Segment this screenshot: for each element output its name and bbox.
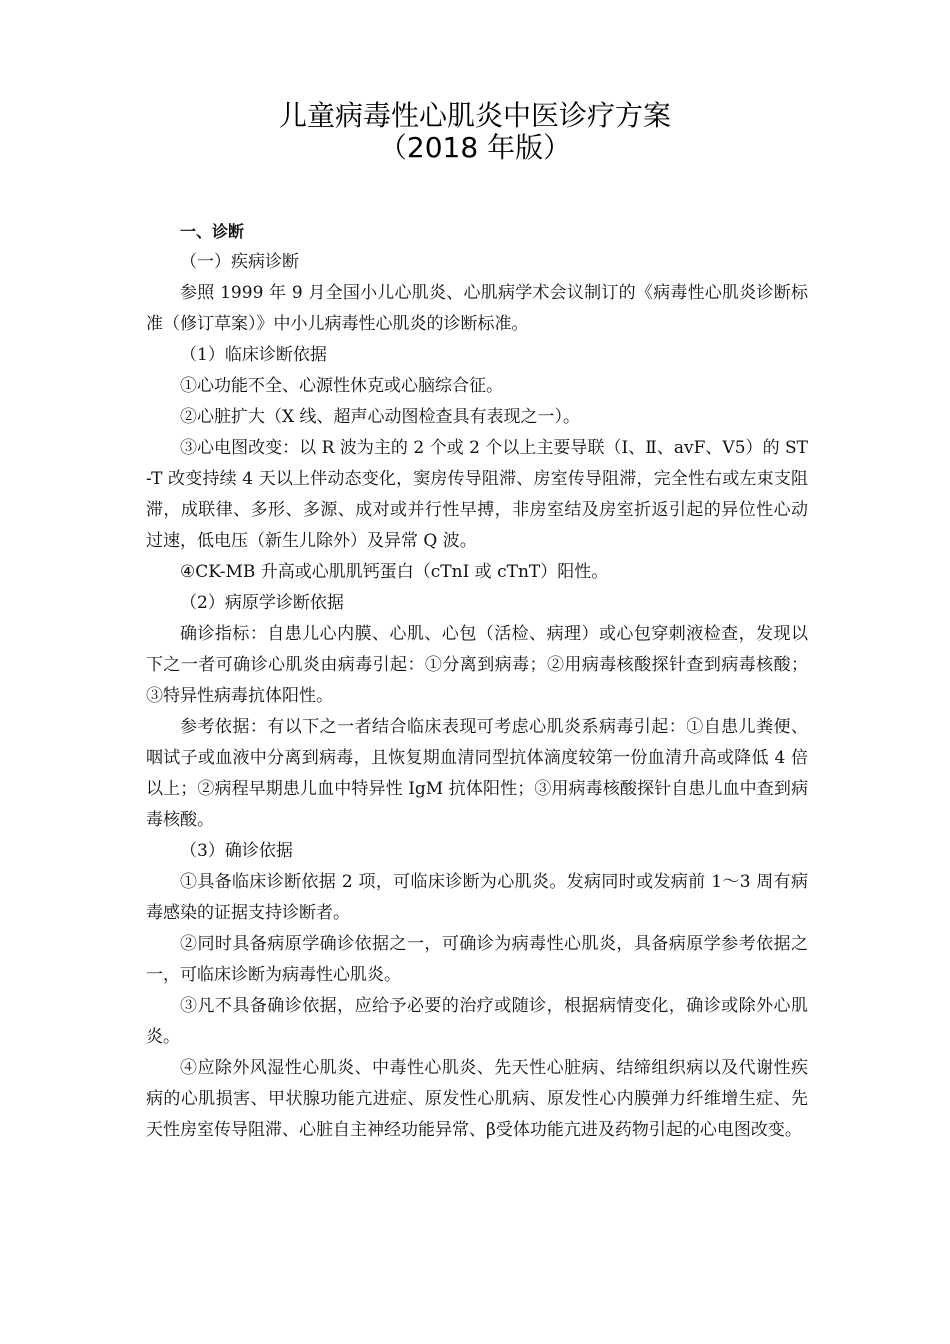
heading-etiology-criteria: （2）病原学诊断依据 (180, 593, 344, 613)
confirm-criterion-2: ②同时具备病原学确诊依据之一，可确诊为病毒性心肌炎，具备病原学参考依据之一，可临床诊断为病毒性心肌炎。 (146, 934, 808, 985)
confirm-criterion-1: ①具备临床诊断依据 2 项，可临床诊断为心肌炎。发病同时或发病前 1～3 周有病毒感染的证据支持诊断者。 (146, 872, 808, 923)
document-body (146, 216, 808, 1146)
subsection-heading-disease-diagnosis: （一）疾病诊断 (180, 252, 299, 272)
document-title (0, 100, 950, 164)
title-line-edition: （2018 年版） (378, 131, 572, 164)
title-line-main: 儿童病毒性心肌炎中医诊疗方案 (278, 99, 671, 132)
clinical-criterion-3: ③心电图改变：以 R 波为主的 2 个或 2 个以上主要导联（Ⅰ、Ⅱ、avF、V5）的 ST-T 改变持续 4 天以上伴动态变化，窦房传导阻滞、房室传导阻滞，完全性右或左束支阻滞，成联律、多形、多源、成对或并行性早搏，非房室结及房室折返引起的异位性心动过速，低电压（新生儿除外）及异常 Q 波。 (146, 438, 808, 551)
section-heading-diagnosis: 一、诊断 (180, 222, 245, 241)
heading-confirm-criteria: （3）确诊依据 (180, 841, 293, 861)
paragraph-reference-standard: 参照 1999 年 9 月全国小儿心肌炎、心肌病学术会议制订的《病毒性心肌炎诊断标准（修订草案）》中小儿病毒性心肌炎的诊断标准。 (146, 283, 808, 334)
confirm-criterion-3: ③凡不具备确诊依据，应给予必要的治疗或随诊，根据病情变化，确诊或除外心肌炎。 (146, 996, 808, 1047)
confirm-criterion-4: ④应除外风湿性心肌炎、中毒性心肌炎、先天性心脏病、结缔组织病以及代谢性疾病的心肌损害、甲状腺功能亢进症、原发性心肌病、原发性心内膜弹力纤维增生症、先天性房室传导阻滞、心脏自主神经功能异常、β受体功能亢进及药物引起的心电图改变。 (146, 1058, 808, 1140)
heading-clinical-criteria: （1）临床诊断依据 (180, 345, 327, 365)
etiology-confirm-paragraph: 确诊指标：自患儿心内膜、心肌、心包（活检、病理）或心包穿刺液检查，发现以下之一者可确诊心肌炎由病毒引起：①分离到病毒；②用病毒核酸探针查到病毒核酸；③特异性病毒抗体阳性。 (146, 624, 808, 706)
clinical-criterion-1: ①心功能不全、心源性休克或心脑综合征。 (180, 376, 503, 396)
clinical-criterion-2: ②心脏扩大（X 线、超声心动图检查具有表现之一）。 (180, 407, 581, 427)
etiology-reference-paragraph: 参考依据：有以下之一者结合临床表现可考虑心肌炎系病毒引起：①自患儿粪便、咽试子或血液中分离到病毒，且恢复期血清同型抗体滴度较第一份血清升高或降低 4 倍以上；②病程早期患儿血中特异性 IgM 抗体阳性；③用病毒核酸探针自患儿血中查到病毒核酸。 (146, 717, 808, 830)
clinical-criterion-4: ④CK-MB 升高或心肌肌钙蛋白（cTnI 或 cTnT）阳性。 (180, 562, 609, 582)
